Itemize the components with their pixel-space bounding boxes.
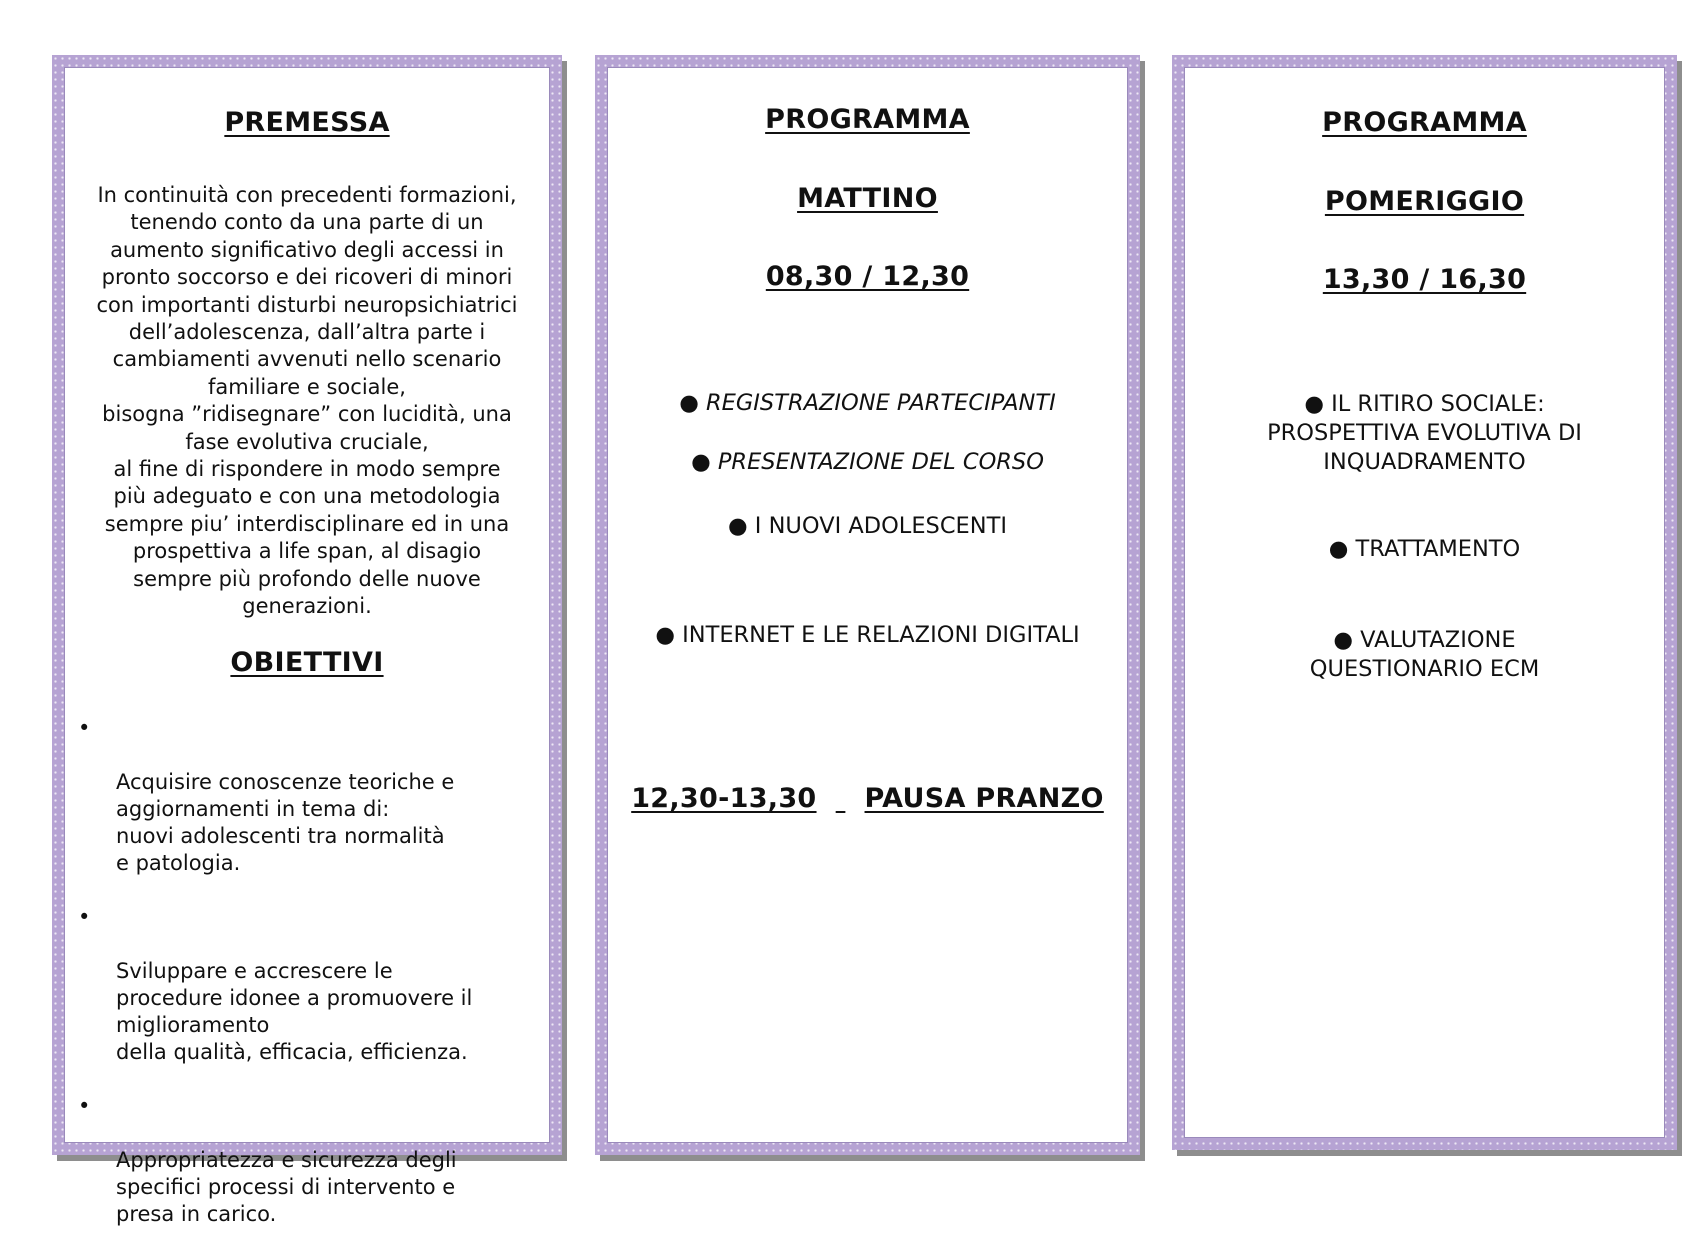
list-item-text: Sviluppare e accrescere le procedure idonee a promuovere il miglioramento della qualità, efficacia, efficienza.: [116, 959, 473, 1064]
lunch-break: [607, 783, 1128, 814]
lunch-break-label: PAUSA PRANZO: [864, 783, 1104, 814]
list-item: [64, 904, 550, 1066]
program-item-presentazione: ● PRESENTAZIONE DEL CORSO: [691, 449, 1044, 475]
list-item-text: Appropriatezza e sicurezza degli specifici processi di intervento e presa in carico.: [116, 1148, 457, 1226]
panel-pomeriggio: [1172, 55, 1677, 1150]
list-item: [64, 715, 550, 877]
lunch-break-time: 12,30-13,30: [631, 783, 817, 814]
premessa-title: PREMESSA: [224, 107, 390, 138]
obiettivi-list: [64, 715, 550, 1255]
program-item-ritiro-sociale: ● IL RITIRO SOCIALE: PROSPETTIVA EVOLUTIVA DI INQUADRAMENTO: [1267, 391, 1582, 475]
premessa-text: In continuità con precedenti formazioni, tenendo conto da una parte di un aumento significativo degli accessi in pronto soccorso e dei ricoveri di minori con importanti disturbi neuropsichiatrici dell’adolescenza, dall’altra parte i cambiamenti avvenuti nello scenario familiare e sociale, bisogna ”ridisegnare” con lucidità, una fase evolutiva cruciale, al fine di rispondere in modo sempre più adeguato e con una metodologia sempre piu’ interdisciplinare ed in una prospettiva a life span, al disagio sempre più profondo delle nuove generazioni.: [96, 183, 518, 619]
pomeriggio-subtitle: POMERIGGIO: [1324, 186, 1525, 217]
mattino-title: PROGRAMMA: [765, 104, 970, 135]
list-item-text: Acquisire conoscenze teoriche e aggiornamenti in tema di: nuovi adolescenti tra normalità e patologia.: [116, 770, 455, 875]
bullet-icon: •: [78, 1094, 91, 1118]
program-item-registrazione: ● REGISTRAZIONE PARTECIPANTI: [679, 390, 1056, 416]
panel-premessa-content: [64, 67, 550, 1226]
bullet-icon: •: [78, 716, 91, 740]
program-item-adolescenti: ● I NUOVI ADOLESCENTI: [728, 513, 1007, 539]
panel-premessa: [52, 55, 562, 1226]
program-item-internet: ● INTERNET E LE RELAZIONI DIGITALI: [655, 622, 1080, 648]
panel-mattino-content: [607, 67, 1128, 1143]
mattino-subtitle: MATTINO: [797, 183, 938, 214]
program-item-trattamento: ● TRATTAMENTO: [1328, 536, 1521, 562]
program-item-valutazione: ● VALUTAZIONE QUESTIONARIO ECM: [1309, 627, 1540, 682]
obiettivi-title: OBIETTIVI: [230, 647, 384, 678]
pomeriggio-title: PROGRAMMA: [1322, 107, 1527, 138]
panel-pomeriggio-content: [1184, 67, 1665, 1138]
pomeriggio-time: 13,30 / 16,30: [1322, 264, 1527, 295]
mattino-time: 08,30 / 12,30: [765, 261, 970, 292]
bullet-icon: •: [78, 905, 91, 929]
panel-mattino: [595, 55, 1140, 1155]
list-item: [64, 1093, 550, 1228]
